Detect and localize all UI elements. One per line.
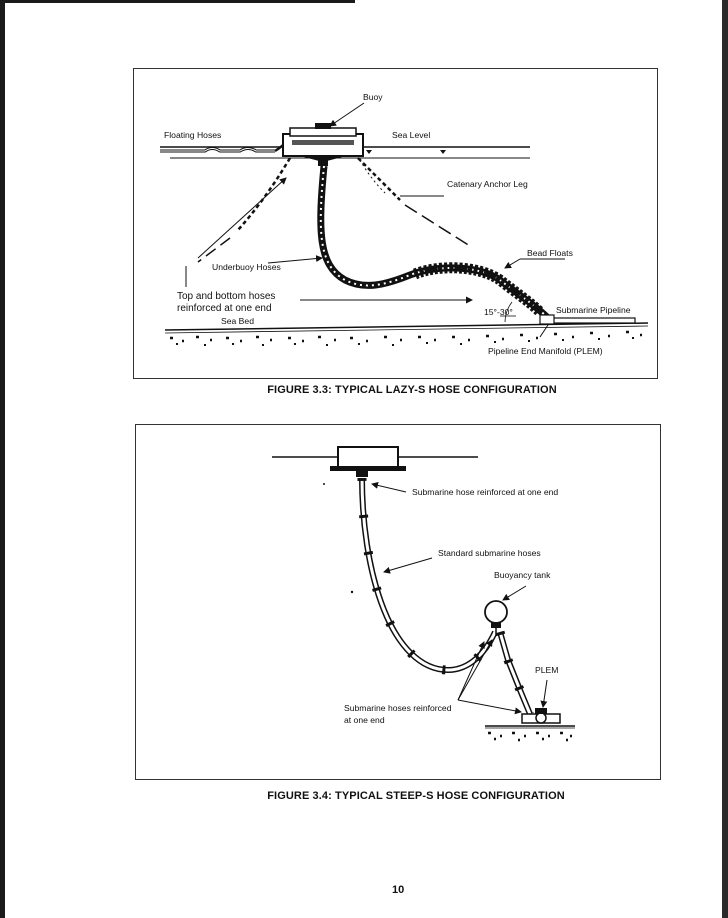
floating-hoses-drawing bbox=[160, 140, 288, 151]
page-number: 10 bbox=[392, 884, 405, 896]
label-plem: PLEM bbox=[535, 665, 559, 675]
lazy-s-hose bbox=[321, 166, 552, 323]
label-top-bottom-line1: Top and bottom hoses bbox=[177, 291, 276, 302]
label-buoy: Buoy bbox=[363, 92, 383, 102]
figure-3-3-caption: FIGURE 3.3: TYPICAL LAZY-S HOSE CONFIGURATION bbox=[267, 384, 557, 396]
label-sea-level: Sea Level bbox=[392, 130, 431, 140]
label-floating-hoses: Floating Hoses bbox=[164, 130, 222, 140]
label-hose-reinforced: Submarine hose reinforced at one end bbox=[412, 487, 559, 497]
label-buoyancy-tank: Buoyancy tank bbox=[494, 570, 551, 580]
buoy-drawing bbox=[283, 123, 363, 166]
catenary-anchor-legs bbox=[198, 158, 470, 262]
figure-3-4-leaders bbox=[372, 484, 547, 712]
label-standard-hoses: Standard submarine hoses bbox=[438, 548, 541, 558]
label-sea-bed: Sea Bed bbox=[221, 316, 254, 326]
label-reinforced-line1: Submarine hoses reinforced bbox=[344, 703, 452, 713]
figure-3-4-caption: FIGURE 3.4: TYPICAL STEEP-S HOSE CONFIGURATION bbox=[267, 790, 565, 802]
steep-s-hose bbox=[362, 478, 530, 714]
label-submarine-pipeline: Submarine Pipeline bbox=[556, 305, 631, 315]
label-catenary-anchor-leg: Catenary Anchor Leg bbox=[447, 179, 528, 189]
figure-3-4-drawing bbox=[272, 447, 575, 740]
label-underbuoy-hoses: Underbuoy Hoses bbox=[212, 262, 281, 272]
label-bead-floats: Bead Floats bbox=[527, 248, 573, 258]
label-reinforced-line2: at one end bbox=[344, 715, 385, 725]
buoy-34-drawing bbox=[330, 447, 406, 477]
figure-3-3-drawing bbox=[160, 92, 648, 356]
buoyancy-tank-drawing bbox=[485, 601, 507, 636]
label-top-bottom-line2: reinforced at one end bbox=[177, 303, 272, 314]
label-angle: 15°-30° bbox=[484, 307, 513, 317]
label-plem-full: Pipeline End Manifold (PLEM) bbox=[488, 346, 603, 356]
